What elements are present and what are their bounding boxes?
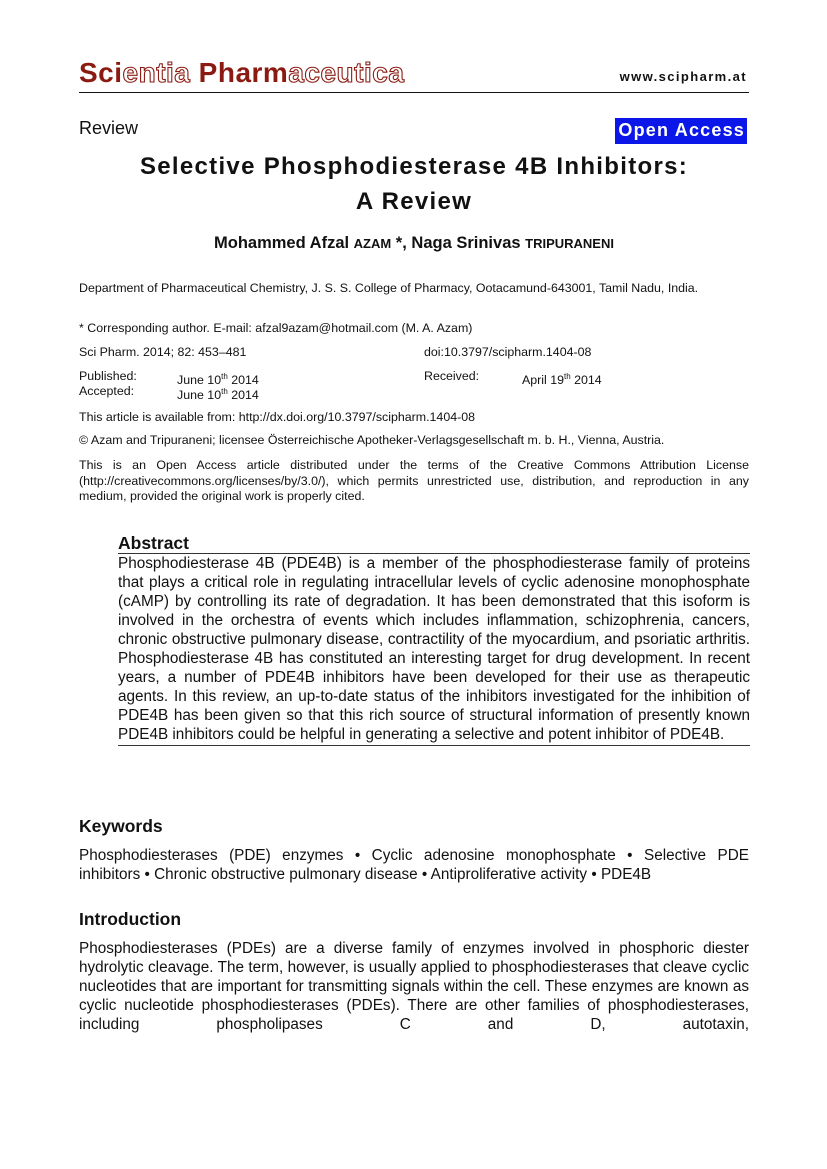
introduction-heading: Introduction xyxy=(79,909,182,929)
received-date xyxy=(522,369,602,389)
article-type-label: Review xyxy=(79,118,139,138)
date-sup: th xyxy=(221,372,228,381)
affiliation: Department of Pharmaceutical Chemistry, J. S. S. College of Pharmacy, Ootacamund-643001, Tamil Nadu, India. xyxy=(79,281,699,295)
received-label: Received: xyxy=(424,369,480,383)
corresponding-marker: *, xyxy=(391,234,412,252)
author-2-given: Naga Srinivas xyxy=(411,234,526,252)
article-title xyxy=(79,149,749,219)
title-line-1: Selective Phosphodiesterase 4B Inhibitors: xyxy=(139,153,689,180)
keywords-heading: Keywords xyxy=(79,816,163,836)
author-1-given: Mohammed Afzal xyxy=(214,234,354,252)
date-text: June 10 xyxy=(177,373,222,387)
logo-part: Pharm xyxy=(190,57,289,88)
abstract-heading: Abstract xyxy=(118,533,750,554)
published-label: Published: xyxy=(79,369,137,383)
date-text: June 10 xyxy=(177,388,222,402)
availability-notice: This article is available from: http://dx.doi.org/10.3797/scipharm.1404-08 xyxy=(79,410,476,424)
journal-masthead xyxy=(79,56,749,93)
doi[interactable]: doi:10.3797/scipharm.1404-08 xyxy=(424,345,592,359)
accepted-label: Accepted: xyxy=(79,384,135,398)
introduction-body: Phosphodiesterases (PDEs) are a diverse family of enzymes involved in phosphoric diester hydrolytic cleavage. The term, however, is usually applied to phosphodiesterases that cleave cyclic nucleotides that are important for transmitting signals within the cell. These enzymes are known as cyclic nucleotide phosphodiesterases (PDEs). There are other families of phosphodiesterases, including phospholipases C and D, autotaxin, xyxy=(79,940,749,1033)
citation: Sci Pharm. 2014; 82: 453–481 xyxy=(79,345,247,359)
author-2-family: TRIPURANENI xyxy=(525,236,614,251)
date-text: April 19 xyxy=(522,373,565,387)
title-line-2: A Review xyxy=(355,188,473,215)
corresponding-author: * Corresponding author. E-mail: afzal9azam@hotmail.com (M. A. Azam) xyxy=(79,321,473,335)
abstract-box xyxy=(118,533,750,746)
date-year: 2014 xyxy=(227,373,259,387)
copyright-notice: © Azam and Tripuraneni; licensee Österreichische Apotheker-Verlagsgesellschaft m. b. H., Vienna, Austria. xyxy=(79,433,665,447)
author-1-family: AZAM xyxy=(353,236,392,251)
abstract-body: Phosphodiesterase 4B (PDE4B) is a member of the phosphodiesterase family of proteins that plays a critical role in regulating intracellular levels of cyclic adenosine monophosphate (cAMP) by controlling its rate of degradation. It has been demonstrated that this isoform is involved in the orchestra of events which includes inflammation, schizophrenia, cancers, chronic obstructive pulmonary disease, contractility of the myocardium, and psoriatic arthritis. Phosphodiesterase 4B has constituted an interesting target for drug development. In recent years, a number of PDE4B inhibitors have been developed for their use as therapeutic agents. In this review, an up-to-date status of the inhibitors investigated for the inhibition of PDE4B has been given so that this rich source of structural information of presently known PDE4B inhibitors could be helpful in generating a selective and potent inhibitor of PDE4B. xyxy=(118,554,750,746)
open-access-badge: Open Access xyxy=(615,118,747,144)
logo-part: aceutica xyxy=(288,57,405,88)
journal-url-link[interactable]: www.scipharm.at xyxy=(619,69,747,84)
date-sup: th xyxy=(221,387,228,396)
author-list xyxy=(79,234,749,253)
date-sup: th xyxy=(564,372,571,381)
logo-part: Sci xyxy=(79,57,123,88)
journal-logo xyxy=(79,56,404,90)
keywords-body: Phosphodiesterases (PDE) enzymes • Cyclic adenosine monophosphate • Selective PDE inhibitors • Chronic obstructive pulmonary disease • Antiproliferative activity • PDE4B xyxy=(79,847,749,883)
logo-part: entia xyxy=(122,57,191,88)
date-year: 2014 xyxy=(570,373,602,387)
accepted-date xyxy=(177,384,259,404)
license-notice: This is an Open Access article distributed under the terms of the Creative Commons Attribution License (http://creativecommons.org/licenses/by/3.0/), which permits unrestricted use, distribution, and reproduction in any medium, provided the original work is properly cited. xyxy=(79,458,749,503)
date-year: 2014 xyxy=(227,388,259,402)
